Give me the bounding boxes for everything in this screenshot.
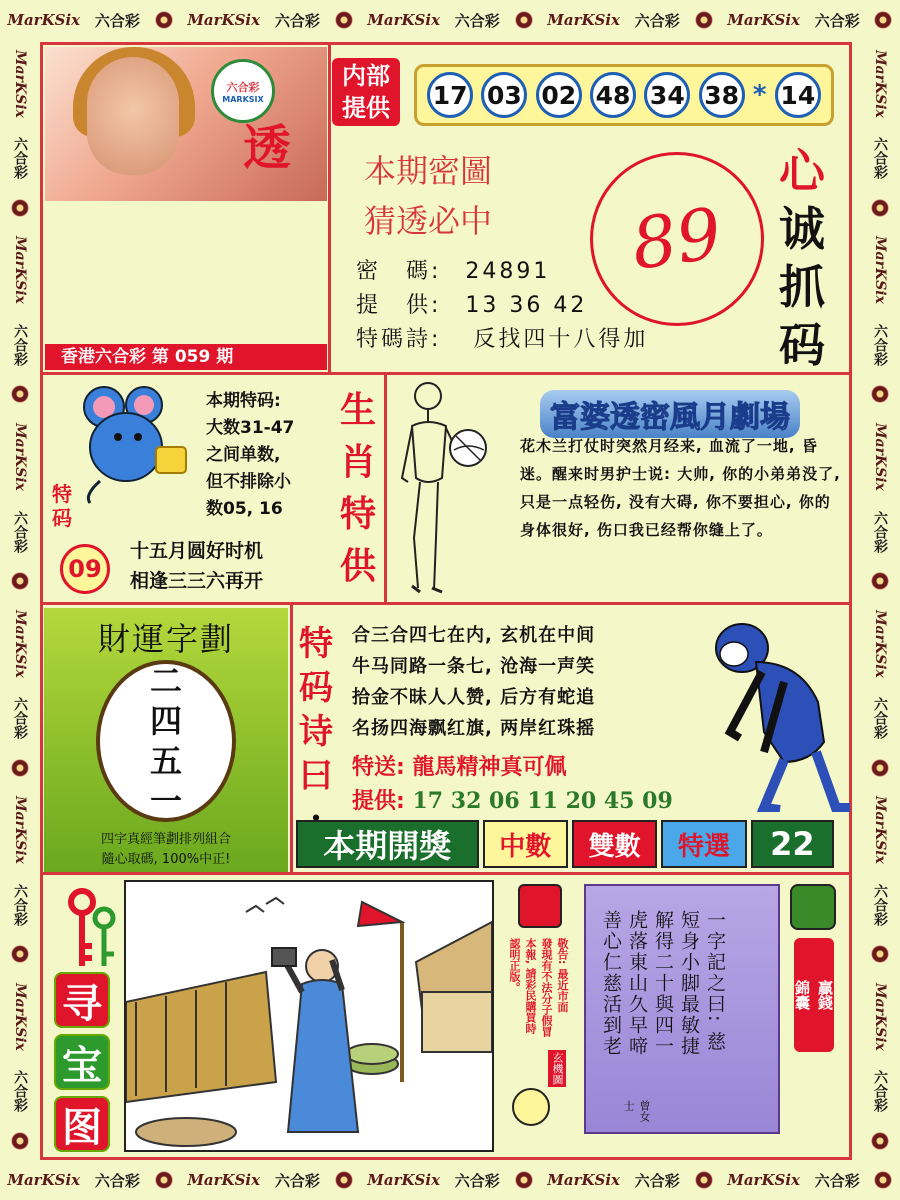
- border-brand-cn: 六合彩: [634, 11, 680, 30]
- poem-provide-value: 17 32 06 11 20 45 09: [412, 788, 673, 814]
- poem-line-2: 牛马同路一条七, 沧海一声笑: [352, 656, 596, 677]
- flower-icon: [11, 759, 29, 777]
- scene-illustration: [126, 882, 492, 1150]
- draw-label: 本期開獎: [296, 820, 479, 868]
- border-bottom: [0, 1160, 900, 1200]
- border-brand-cn: 六合彩: [814, 1171, 860, 1190]
- border-brand-cn: 六合彩: [12, 697, 28, 740]
- border-brand-en: MarKSix: [12, 49, 28, 118]
- border-brand-cn: 六合彩: [872, 883, 888, 926]
- border-brand-cn: 六合彩: [94, 1171, 140, 1190]
- special-code-vertical: [52, 482, 74, 530]
- divider-v3: [290, 604, 293, 872]
- border-brand-en: MarKSix: [7, 1171, 81, 1189]
- fortune-char-3: 五: [149, 742, 182, 780]
- border-brand-cn: 六合彩: [454, 11, 500, 30]
- pot-icon: [512, 1088, 550, 1126]
- poem-v-2: 码: [299, 668, 333, 708]
- border-brand-cn: 六合彩: [872, 323, 888, 366]
- logo-top: 六合彩: [226, 80, 260, 94]
- border-brand-cn: 六合彩: [454, 1171, 500, 1190]
- provide-value: 13 36 42: [465, 293, 588, 318]
- code-value: 24891: [465, 259, 551, 284]
- flower-icon: [11, 385, 29, 403]
- slogan-char-3: 抓: [779, 260, 825, 314]
- secret-subtitle: 猜透必中: [364, 202, 493, 240]
- riddle-scroll: [584, 884, 780, 1134]
- border-right: [860, 40, 900, 1160]
- special-number-badge: 09: [60, 544, 110, 594]
- xuanji-label: 玄機圖: [548, 1050, 566, 1087]
- flower-icon: [11, 945, 29, 963]
- send-value: 龍馬精神真可佩: [412, 754, 567, 780]
- theater-title: 富婆透密風月劇場: [540, 390, 800, 438]
- border-brand-en: MarKSix: [872, 796, 888, 865]
- poem-v-3: 诗: [299, 712, 333, 752]
- border-brand-en: MarKSix: [872, 236, 888, 305]
- border-brand-cn: 六合彩: [274, 11, 320, 30]
- divider-3: [40, 872, 852, 875]
- fortune-oval: [96, 660, 236, 822]
- border-brand-en: MarKSix: [187, 11, 261, 29]
- border-left: [0, 40, 40, 1160]
- draw-bar: [296, 820, 834, 868]
- border-brand-cn: 六合彩: [634, 1171, 680, 1190]
- notice: [508, 938, 569, 1038]
- slogan-char-4: 码: [779, 318, 825, 372]
- fortune-char-4: 一: [149, 782, 182, 820]
- scroll-col-3: 解得二十與四一: [652, 910, 674, 1057]
- border-top: [0, 0, 900, 40]
- border-brand-en: MarKSix: [12, 982, 28, 1051]
- divider-1: [40, 372, 852, 375]
- scroll-col-1: 一字記之曰: 慈: [704, 910, 726, 1053]
- slogan-char-1: 心: [779, 144, 825, 198]
- spec-line-1: 本期特码:: [206, 391, 281, 411]
- zodiac-char-1: 生: [339, 389, 376, 431]
- poem-label: 特碼詩:: [356, 327, 442, 352]
- fist-icon: [518, 884, 562, 928]
- treasure-char-2: 宝: [54, 1034, 110, 1090]
- draw-option-3: 特選: [661, 820, 746, 868]
- scroll-author: 曾女士: [622, 1100, 651, 1122]
- divider-v2: [384, 374, 387, 602]
- poem-line-4: 名扬四海飘红旗, 两岸红珠摇: [352, 718, 596, 739]
- header-photo: [45, 47, 327, 201]
- border-brand-en: MarKSix: [547, 11, 621, 29]
- flower-icon: [335, 11, 353, 29]
- notice-line-4: 認明正版。: [508, 938, 521, 993]
- border-brand-cn: 六合彩: [872, 510, 888, 553]
- circle-figure: 89: [627, 192, 727, 286]
- zodiac-char-2: 肖: [339, 441, 376, 483]
- border-brand-en: MarKSix: [872, 982, 888, 1051]
- border-brand-en: MarKSix: [872, 609, 888, 678]
- border-brand-cn: 六合彩: [12, 137, 28, 180]
- jinnang-col-1: 贏錢: [816, 980, 834, 1010]
- special-v-1: 特: [52, 482, 72, 506]
- flower-icon: [515, 11, 533, 29]
- moneybag-icon: [790, 884, 836, 930]
- border-brand-en: MarKSix: [872, 423, 888, 491]
- notice-line-2: 發現有不法分子假冒: [540, 938, 553, 1037]
- border-brand-cn: 六合彩: [274, 1171, 320, 1190]
- draw-value: 22: [751, 820, 834, 868]
- insider-line1: 内部: [342, 62, 390, 90]
- jinnang-col-2: 錦囊: [793, 980, 811, 1010]
- border-brand-cn: 六合彩: [12, 510, 28, 553]
- theater-story: 花木兰打仗时突然月经来, 血流了一地, 昏迷。醒来时男护士说: 大帅, 你的小弟弟没了, 只是一点轻伤, 没有大碍, 你不要担心, 你的身体很好, 伤口我已经帮你缝上了。: [520, 437, 841, 539]
- border-brand-cn: 六合彩: [814, 11, 860, 30]
- border-brand-cn: 六合彩: [12, 323, 28, 366]
- ball-1: 17: [427, 72, 473, 118]
- woman-illustration: [394, 378, 490, 598]
- secret-circle: [590, 152, 764, 326]
- notice-line-3: 本報, 請彩民購買時: [524, 938, 537, 1035]
- zodiac-char-3: 特: [339, 493, 376, 535]
- spec-line-3: 之间单数,: [206, 445, 281, 465]
- border-brand-cn: 六合彩: [872, 1070, 888, 1113]
- border-brand-en: MarKSix: [727, 1171, 800, 1189]
- border-brand-en: MarKSix: [12, 609, 28, 678]
- zodiac-title-vertical: [338, 384, 378, 592]
- flower-icon: [335, 1171, 353, 1189]
- fortune-title: 財運字劃: [97, 620, 234, 658]
- poem-provide-label: 提供:: [352, 789, 405, 814]
- flower-icon: [871, 945, 889, 963]
- fortune-note-2: 隨心取碼, 100%中正!: [101, 852, 231, 867]
- special-v-2: 码: [52, 506, 72, 530]
- scroll-col-5: 善心仁慈活到老: [600, 910, 622, 1057]
- draw-option-1: 中數: [483, 820, 568, 868]
- poem-line-1: 合三合四七在内, 玄机在中间: [352, 625, 596, 646]
- treasure-vertical: [54, 972, 114, 1158]
- flower-icon: [11, 1132, 29, 1150]
- flower-icon: [11, 572, 29, 590]
- poem-line-3: 拾金不昧人人赞, 后方有蛇追: [352, 687, 596, 708]
- draw-option-2: 雙數: [572, 820, 657, 868]
- spec-line-5: 数05, 16: [206, 499, 283, 519]
- flower-icon: [874, 11, 892, 29]
- fortune-char-1: 二: [149, 662, 182, 700]
- key-icon: [62, 888, 118, 970]
- slogan-vertical: [772, 142, 832, 374]
- fortune-char-2: 四: [149, 702, 182, 740]
- zodiac-char-4: 供: [339, 545, 376, 587]
- flower-icon: [695, 1171, 713, 1189]
- border-brand-cn: 六合彩: [12, 883, 28, 926]
- border-brand-en: MarKSix: [187, 1171, 261, 1189]
- poem-send: [352, 752, 567, 783]
- ball-5: 34: [644, 72, 690, 118]
- ball-4: 48: [590, 72, 636, 118]
- spec-bottom-lines: [130, 536, 263, 596]
- notice-line-1: 敬告: 最近市面: [556, 938, 569, 1013]
- ball-3: 02: [536, 72, 582, 118]
- flower-icon: [874, 1171, 892, 1189]
- transparent-char: 透: [243, 120, 292, 176]
- border-brand-en: MarKSix: [12, 423, 28, 491]
- poem-v-1: 特: [299, 624, 333, 664]
- border-brand-en: MarKSix: [367, 1171, 441, 1189]
- slogan-char-2: 诚: [779, 202, 825, 256]
- flower-icon: [515, 1171, 533, 1189]
- flower-icon: [11, 199, 29, 217]
- scroll-text: [600, 910, 726, 1120]
- spec-line-2: 大数31-47: [206, 418, 295, 438]
- fortune-note: [44, 830, 288, 870]
- period-banner: 香港六合彩 第 059 期: [45, 344, 327, 370]
- special-poem: [352, 620, 595, 744]
- secret-title: 本期密圖: [364, 152, 493, 190]
- flower-icon: [695, 11, 713, 29]
- spec-bottom-2: 相逢三三六再开: [130, 570, 264, 592]
- fortune-panel: [44, 608, 288, 872]
- mouse-illustration: [80, 385, 190, 505]
- border-brand-cn: 六合彩: [872, 697, 888, 740]
- border-brand-cn: 六合彩: [872, 137, 888, 180]
- code-row: [356, 254, 550, 285]
- poem-provide: [352, 784, 673, 815]
- flower-icon: [155, 1171, 173, 1189]
- jinnang-badge: [794, 938, 834, 1052]
- ball-6: 38: [699, 72, 745, 118]
- provide-label: 提 供:: [356, 293, 442, 318]
- border-brand-cn: 六合彩: [12, 1070, 28, 1113]
- send-label: 特送:: [352, 755, 405, 780]
- logo-bottom: MARKSIX: [222, 94, 264, 104]
- face-shape: [87, 57, 179, 175]
- border-brand-en: MarKSix: [872, 49, 888, 118]
- scroll-col-2: 短身小脚最敏捷: [678, 910, 700, 1057]
- poem-label-vertical: [294, 622, 338, 842]
- border-brand-en: MarKSix: [367, 11, 441, 29]
- insider-badge: [332, 58, 400, 126]
- spec-bottom-1: 十五月圆好时机: [130, 540, 264, 562]
- divider-2: [40, 602, 852, 605]
- poem-row: [356, 322, 648, 353]
- code-label: 密 碼:: [356, 259, 442, 284]
- ball-2: 03: [481, 72, 527, 118]
- treasure-scene: [124, 880, 494, 1152]
- flower-icon: [871, 199, 889, 217]
- treasure-char-1: 寻: [54, 972, 110, 1028]
- flower-icon: [871, 759, 889, 777]
- monkey-illustration: [700, 612, 850, 812]
- ball-special: 14: [775, 72, 821, 118]
- border-brand-en: MarKSix: [727, 11, 800, 29]
- border-brand-en: MarKSix: [12, 236, 28, 305]
- poem-v-4: 曰: [299, 756, 333, 796]
- treasure-char-3: 图: [54, 1096, 110, 1152]
- divider-v1: [328, 44, 331, 372]
- special-separator: *: [752, 80, 767, 110]
- insider-line2: 提供: [342, 94, 390, 122]
- border-brand-cn: 六合彩: [94, 11, 140, 30]
- fortune-note-1: 四字真經筆劃排列組合: [100, 832, 231, 847]
- border-brand-en: MarKSix: [12, 796, 28, 865]
- flower-icon: [155, 11, 173, 29]
- border-brand-en: MarKSix: [7, 11, 81, 29]
- scroll-col-4: 虎落東山久早啼: [626, 910, 648, 1057]
- border-brand-en: MarKSix: [547, 1171, 621, 1189]
- provide-row: [356, 288, 587, 319]
- result-balls: [414, 64, 834, 126]
- flower-icon: [871, 572, 889, 590]
- flower-icon: [871, 1132, 889, 1150]
- special-code-lines: [206, 388, 294, 523]
- spec-line-4: 但不排除小: [206, 472, 291, 492]
- flower-icon: [871, 385, 889, 403]
- poem-value: 反找四十八得加: [473, 327, 649, 352]
